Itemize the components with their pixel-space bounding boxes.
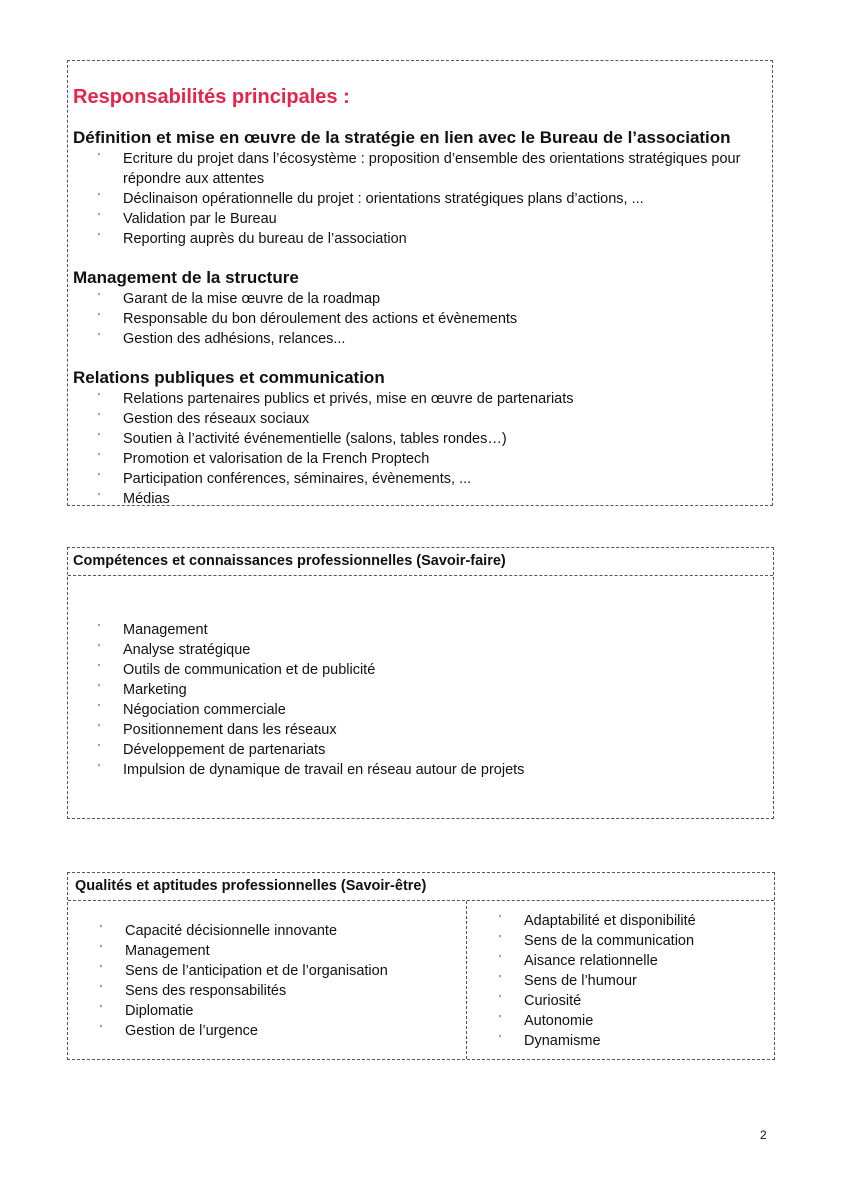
list-item: ' Gestion des réseaux sociaux — [98, 411, 310, 427]
list-item: ' Développement de partenariats — [98, 742, 326, 758]
qualities-right-list — [469, 911, 769, 1051]
qualities-title: Qualités et aptitudes professionnelles (Savoir-être) — [68, 873, 774, 901]
list-item: ' Impulsion de dynamique de travail en réseau autour de projets — [98, 762, 525, 778]
list-item: ' Reporting auprès du bureau de l’association — [98, 231, 407, 247]
list-item: ' Marketing — [98, 682, 187, 698]
list-item: ' Dynamisme — [499, 1033, 601, 1049]
list-item: ' Positionnement dans les réseaux — [98, 722, 337, 738]
strategy-list — [68, 149, 768, 249]
list-item: ' Validation par le Bureau — [98, 211, 277, 227]
list-item: ' Participation conférences, séminaires, évènements, ... — [98, 471, 472, 487]
list-item: ' Déclinaison opérationnelle du projet : orientations stratégiques plans d’actions, ... — [98, 191, 644, 207]
section-heading-strategy: Définition et mise en œuvre de la stratégie en lien avec le Bureau de l’association — [73, 128, 731, 147]
skills-list — [68, 620, 768, 780]
list-item: ' Sens de l’anticipation et de l’organisation — [100, 963, 388, 979]
list-item: ' Soutien à l’activité événementielle (salons, tables rondes…) — [98, 431, 507, 447]
list-item: ' Aisance relationnelle — [499, 953, 658, 969]
list-item: ' Autonomie — [499, 1013, 594, 1029]
qualities-left-list — [70, 921, 460, 1041]
skills-box — [67, 547, 774, 819]
responsibilities-title: Responsabilités principales : — [73, 86, 350, 108]
qualities-box — [67, 872, 775, 1060]
list-item: ' Sens de l’humour — [499, 973, 637, 989]
responsibilities-box — [67, 60, 773, 506]
list-item: ' Gestion des adhésions, relances... — [98, 331, 346, 347]
list-item: ' Négociation commerciale — [98, 702, 286, 718]
list-item: ' Responsable du bon déroulement des actions et évènements — [98, 311, 518, 327]
list-item: ' Promotion et valorisation de la French Proptech — [98, 451, 430, 467]
list-item: ' Ecriture du projet dans l’écosystème : proposition d’ensemble des orientations stratégiques pour répondre aux attentes — [98, 151, 741, 187]
section-heading-communication: Relations publiques et communication — [73, 368, 385, 387]
list-item: ' Outils de communication et de publicité — [98, 662, 376, 678]
communication-list — [68, 389, 768, 509]
skills-title: Compétences et connaissances professionnelles (Savoir-faire) — [68, 548, 773, 576]
list-item: ' Sens de la communication — [499, 933, 695, 949]
list-item: ' Management — [100, 943, 210, 959]
column-divider — [466, 901, 467, 1059]
list-item: ' Sens des responsabilités — [100, 983, 287, 999]
page-number: 2 — [760, 1128, 767, 1142]
list-item: ' Adaptabilité et disponibilité — [499, 913, 696, 929]
list-item: ' Curiosité — [499, 993, 582, 1009]
management-list — [68, 289, 768, 349]
list-item: ' Analyse stratégique — [98, 642, 251, 658]
list-item: ' Garant de la mise œuvre de la roadmap — [98, 291, 381, 307]
list-item: ' Diplomatie — [100, 1003, 194, 1019]
list-item: ' Management — [98, 622, 208, 638]
list-item: ' Capacité décisionnelle innovante — [100, 923, 338, 939]
section-heading-management: Management de la structure — [73, 268, 299, 287]
list-item: ' Gestion de l’urgence — [100, 1023, 258, 1039]
list-item: ' Médias — [98, 491, 170, 507]
list-item: ' Relations partenaires publics et privés, mise en œuvre de partenariats — [98, 391, 574, 407]
